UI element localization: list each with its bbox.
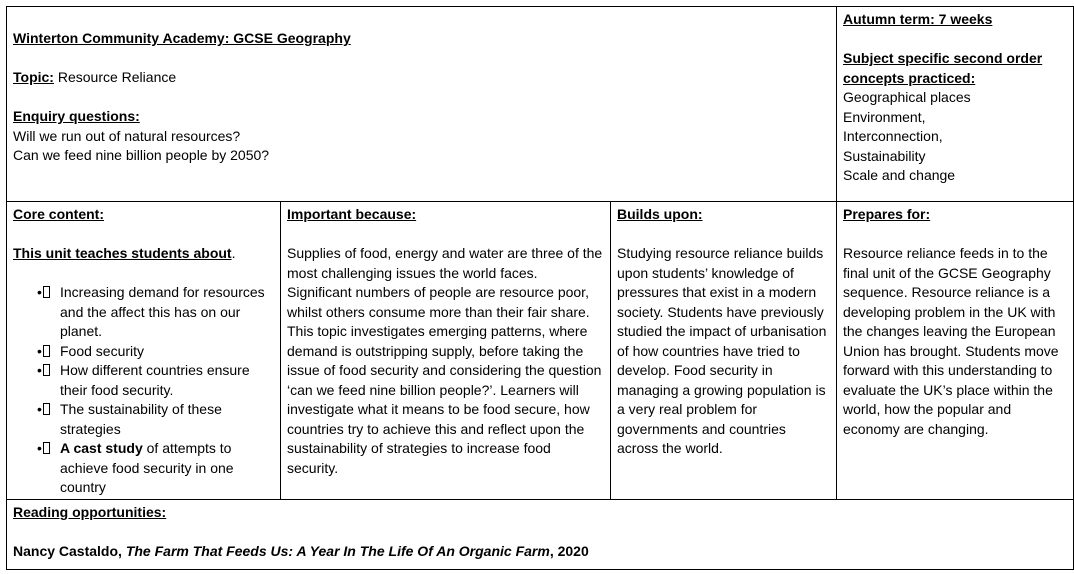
reading-year: , 2020 <box>549 543 589 559</box>
prepares-body: Resource reliance feeds in to the final unit of the GCSE Geography sequence. Resource reliance is a developing problem in the UK with the changes leaving the European Union has brought. Students move forward with this understanding to evaluate the UK’s place within the world, how the popular and economy are changing. <box>843 245 1059 437</box>
missing-glyph-icon <box>43 403 50 415</box>
school-title: Winterton Community Academy: GCSE Geography <box>13 30 351 46</box>
core-intro-period: . <box>231 245 236 261</box>
term-label: Autumn term: 7 weeks <box>843 11 993 27</box>
core-list-item <box>37 400 274 439</box>
reading-cell <box>6 499 1074 570</box>
reading-heading: Reading opportunities: <box>13 504 167 520</box>
core-content-cell <box>6 201 281 500</box>
concept-item: Sustainability <box>843 147 926 164</box>
header-cell <box>6 6 837 202</box>
concept-item: Environment, <box>843 108 926 125</box>
builds-body: Studying resource reliance builds upon students’ knowledge of pressures that exist in a modern society. Students have previously studied the impact of urbanisation of how countries have tried to develop. Food security in managing a growing population is a very real problem for governments and countries across the world. <box>617 245 827 456</box>
builds-heading: Builds upon: <box>617 206 703 222</box>
concept-item: Scale and change <box>843 167 956 183</box>
important-cell <box>280 201 611 500</box>
concept-item: Geographical places <box>843 89 971 105</box>
important-body: Supplies of food, energy and water are three of the most challenging issues the world faces. Significant numbers of people are resource poor, whilst others consume more than their fair share. This topic investigates emerging patterns, where demand is outstripping supply, before taking the issue of food security and considering the question ‘can we feed nine billion people?’. Learners will investigate what it means to be food secure, how countries try to achieve this and reflect upon the sustainability of strategies to increase food security. <box>287 245 603 476</box>
missing-glyph-icon <box>43 345 50 357</box>
core-list <box>13 283 274 498</box>
enquiry-label: Enquiry questions: <box>13 108 140 124</box>
missing-glyph-icon <box>43 442 50 454</box>
topic-line <box>13 68 830 88</box>
core-item-text: Food security <box>60 342 145 359</box>
bullet-icon: • <box>37 440 42 456</box>
core-list-item <box>37 342 274 362</box>
reading-author: Nancy Castaldo, <box>13 543 122 559</box>
topic-label: Topic: <box>13 69 54 85</box>
term-cell <box>836 6 1074 202</box>
bullet-icon: • <box>37 362 42 378</box>
bullet-icon: • <box>37 284 42 300</box>
core-list-item <box>37 361 274 400</box>
important-heading: Important because: <box>287 206 417 222</box>
prepares-cell <box>836 201 1074 500</box>
prepares-heading: Prepares for: <box>843 206 931 222</box>
core-list-item <box>37 439 274 498</box>
builds-cell <box>610 201 837 500</box>
concepts-label: Subject specific second order concepts practiced: <box>843 50 1043 86</box>
core-list-item <box>37 283 274 342</box>
enquiry-question-1: Will we run out of natural resources? <box>13 127 241 144</box>
core-item-text: The sustainability of these strategies <box>60 401 222 437</box>
core-item-text: Increasing demand for resources and the affect this has on our planet. <box>60 284 265 339</box>
core-item-text: of attempts to achieve food security in one country <box>60 440 234 495</box>
concept-item: Interconnection, <box>843 128 943 144</box>
enquiry-question-2: Can we feed nine billion people by 2050? <box>13 147 270 163</box>
missing-glyph-icon <box>43 286 50 298</box>
core-intro-line <box>13 244 274 264</box>
reading-entry <box>13 542 1067 562</box>
core-item-bold: A cast study <box>60 440 143 456</box>
reading-title: The Farm That Feeds Us: A Year In The Life Of An Organic Farm <box>125 543 550 559</box>
missing-glyph-icon <box>43 364 50 376</box>
bullet-icon: • <box>37 401 42 417</box>
bullet-icon: • <box>37 342 42 359</box>
core-heading: Core content: <box>13 206 104 222</box>
core-item-text: How different countries ensure their food security. <box>60 362 250 398</box>
core-intro: This unit teaches students about <box>13 245 232 261</box>
topic-value: Resource Reliance <box>53 69 177 85</box>
